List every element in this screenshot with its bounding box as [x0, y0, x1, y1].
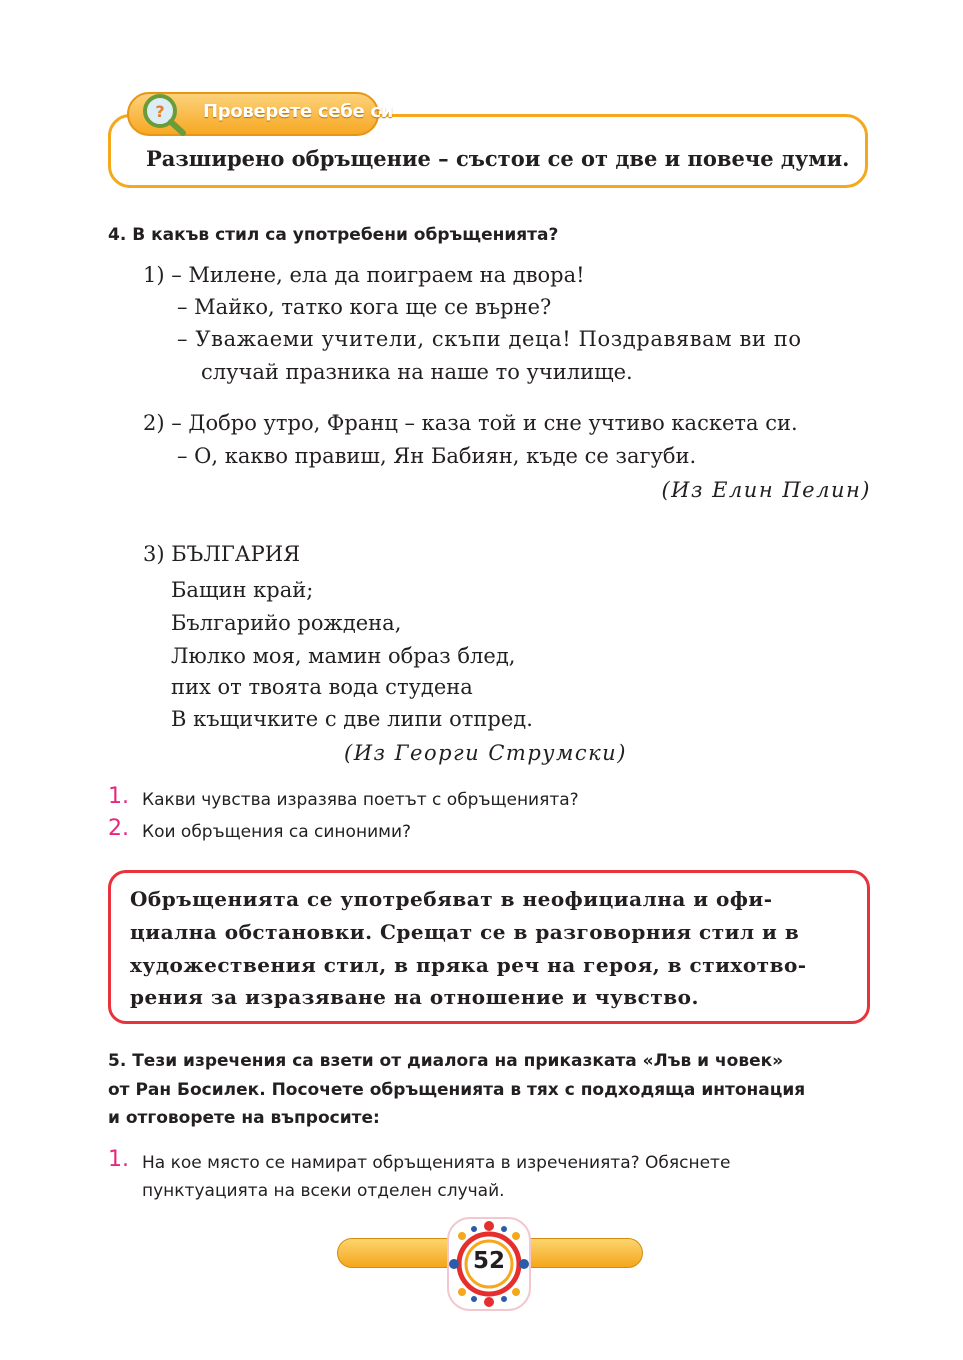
- magnifier-icon: [136, 92, 188, 136]
- svg-text:?: ?: [155, 102, 165, 121]
- task-5-title: и отговорете на въпросите:: [108, 1108, 380, 1128]
- example1-line: – Майко, татко кога ще се върне?: [177, 295, 552, 319]
- poem-line: Бащин край;: [171, 578, 314, 602]
- usage-rule-line: художествения стил, в пряка реч на героя, в стихотво-: [130, 953, 807, 977]
- question-number: 2.: [108, 816, 129, 841]
- question-number: 1.: [108, 784, 129, 809]
- question-text: Кои обръщения са синоними?: [142, 822, 412, 842]
- task-4-title: 4. В какъв стил са употребени обръщенията?: [108, 225, 559, 245]
- task-5-title: 5. Тези изречения са взети от диалога на приказката «Лъв и човек»: [108, 1051, 784, 1071]
- example1-line: – Уважаеми учители, скъпи деца! Поздравявам ви по: [177, 327, 802, 351]
- poem-line: пих от твоята вода студена: [171, 675, 473, 699]
- example2-source: (Из Елин Пелин): [661, 478, 871, 502]
- task-5-title: от Ран Босилек. Посочете обръщенията в тях с подходяща интонация: [108, 1080, 806, 1100]
- question-text: На кое място се намират обръщенията в изреченията? Обяснете: [142, 1153, 731, 1173]
- usage-rule-line: циална обстановки. Срещат се в разговорния стил и в: [130, 920, 800, 944]
- question-text: Какви чувства изразява поетът с обръщенията?: [142, 790, 579, 810]
- extended-address-rule: Разширено обръщение – състои се от две и повече думи.: [146, 146, 850, 171]
- page-number: 52: [472, 1248, 505, 1274]
- question-text: пунктуацията на всеки отделен случай.: [142, 1181, 505, 1201]
- poem-line: Люлко моя, мамин образ блед,: [171, 644, 516, 668]
- poem-line: В къщичките с две липи отпред.: [171, 707, 533, 731]
- example3-title: 3) БЪЛГАРИЯ: [143, 542, 301, 566]
- question-number: 1.: [108, 1147, 129, 1172]
- poem-line: Българийо рождена,: [171, 611, 402, 635]
- example1-line: случай празника на наше то училище.: [201, 360, 633, 384]
- example1-line: 1) – Милене, ела да поиграем на двора!: [143, 263, 585, 287]
- example2-line: – О, какво правиш, Ян Бабиян, къде се загуби.: [177, 444, 697, 468]
- usage-rule-line: рения за изразяване на отношение и чувство.: [130, 985, 699, 1009]
- check-yourself-label: Проверете себе си: [203, 101, 394, 122]
- example3-source: (Из Георги Струмски): [344, 741, 627, 765]
- example2-line: 2) – Добро утро, Франц – каза той и сне учтиво каскета си.: [143, 411, 798, 435]
- usage-rule-line: Обръщенията се употребяват в неофициална и офи-: [130, 887, 773, 911]
